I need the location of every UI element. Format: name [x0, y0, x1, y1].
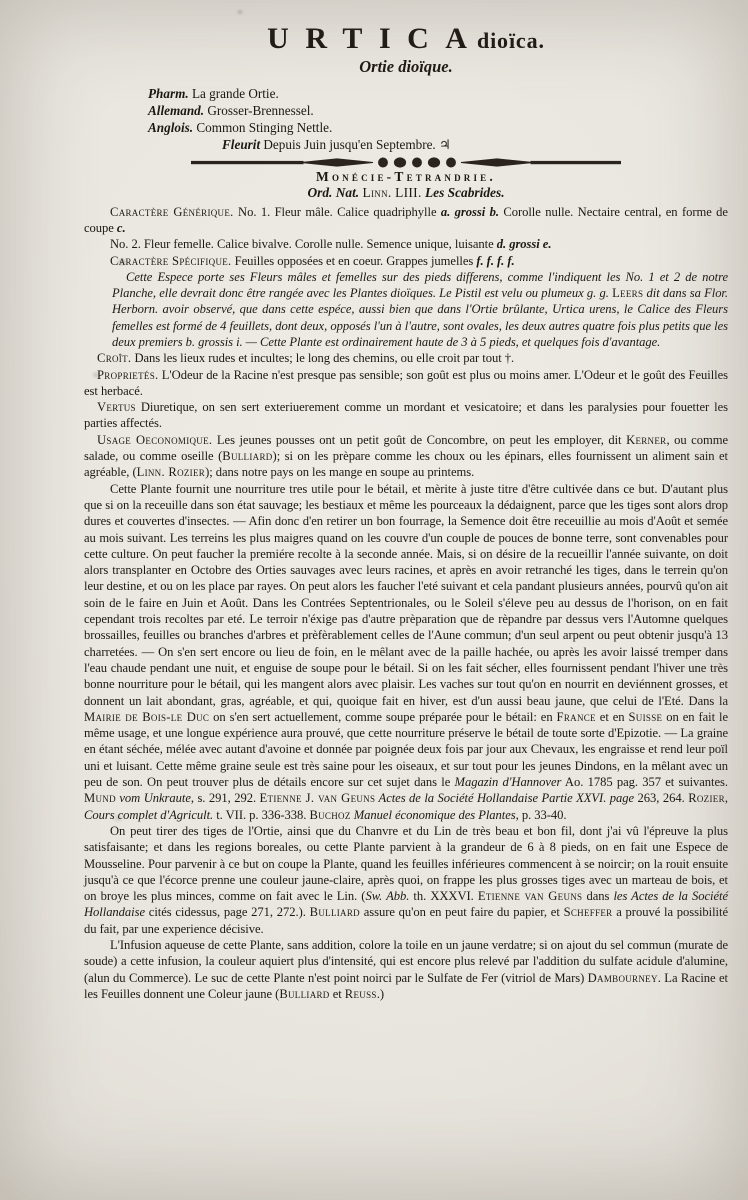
smallcaps-run: France [556, 709, 596, 724]
meta-anglois [148, 119, 728, 136]
smallcaps-run: Etienne J. van Geuns [259, 791, 376, 806]
smallcaps-run: Reuss [344, 986, 377, 1001]
ord-nat-line [84, 185, 728, 201]
text-run: Dans les lieux rudes et incultes; le long des chemins, ou elle croit par tout †. [131, 351, 515, 366]
smallcaps-run: Bulliard [279, 986, 330, 1001]
scabrides-label: Les Scabrides. [424, 184, 505, 200]
styled-run: Sw. Abb. [365, 889, 410, 904]
smallcaps-run: Buchoz [309, 807, 351, 822]
meta-pharm [148, 85, 728, 102]
meta-anglois-text: Common Stinging Nettle. [196, 120, 333, 136]
smallcaps-run: Caractère Générique. [110, 204, 234, 219]
styled-run: a. grossi b. [440, 204, 499, 219]
caractere-generique [84, 204, 728, 237]
styled-run: Actes de la Société Hollandaise Partie XXVI. page [375, 791, 635, 806]
smallcaps-run: Vertus [97, 400, 136, 415]
meta-allemand-label: Allemand. [148, 103, 205, 119]
text-run: Corolle nulle. Nectaire central, en forme de coupe [84, 204, 728, 235]
smallcaps-run: Suisse [628, 709, 663, 724]
text-run: dit dans sa Flor. Herborn. avoir observé, que dans cette espéce, aussi bien que dans l'Ortie brûlante, Urtica urens, le Calice des Fleurs femelles est formé de 4 feuillets, dont deux, opposés l'un à l'autre, sont ovales, les deux autres quatre fois plus petits que les deux premiers b. grossis i. — Cette Plante est ordinairement haute de 3 à 5 pieds, et quelques fois d'avantage. [112, 286, 728, 349]
smallcaps-run: Bulliard [309, 905, 360, 920]
smallcaps-run: Mairie de Bois-le Duc [84, 709, 210, 724]
divider [84, 157, 728, 168]
text-run: assure qu'on en peut faire du papier, et [359, 905, 564, 920]
smallcaps-run: Linn. Rozier [136, 465, 206, 480]
usage-oeconomique [84, 432, 728, 481]
smallcaps-run: Bulliard [222, 449, 273, 464]
text-run: , ou comme salade, ou comme oseille ( [84, 432, 728, 464]
text-run: , [724, 791, 728, 806]
text-run: 263, 264. [634, 791, 689, 806]
page-subtitle: Ortie dioïque. [359, 57, 453, 76]
meta-fleurit-label: Fleurit [222, 137, 261, 153]
text-run: , p. 33-40. [515, 807, 567, 822]
text-run: th. XXXVI. [409, 889, 478, 904]
smallcaps-run: Rozier [688, 791, 725, 806]
styled-run: vom Unkraute [115, 791, 191, 806]
text-run: Cette Espece porte ses Fleurs mâles et femelles sur des pieds differens, comme l'indiquent les No. 1 et 2 de notre Planche, elle devrait donc être rangée avec les Plantes dioïques. Le Pistil est velu ou plumeux g. g. [112, 269, 728, 301]
text-run: cités cidessus, page 271, 272.). [145, 905, 310, 920]
text-run: Diuretique, on sen sert exteriuerement comme un mordant et vesicatoire; et dans les paralysies pour fouetter les parties affectés. [84, 400, 728, 431]
text-run: On peut tirer des tiges de l'Ortie, ainsi que du Chanvre et du Lin de très beau et bon fil, dont j'ai vû l'épreuve la plus satisfaisante; et dans les regions boreales, ou cette Plante parvient à la grandeur de 6 à 8 pieds, on en fait une Espece de Mousseline. Pour parvenir à ce but on coupe la Plante, quand les feuilles inférieures commencent à se noircir; on la rouit ensuite jusqu'à ce que l'écorce prenne une couleur jaune-claire, après quoi, on frappe les plus grosses tiges avec un marteau de bois, et on broye les plus minces, comme on fait avec le Lin. ( [84, 823, 728, 904]
description-italique [112, 269, 728, 350]
smallcaps-run: Usage Oeconomique. [97, 432, 213, 447]
page-title [84, 22, 728, 56]
text-run: a prouvé la possibilité du fait, par une experience décisive. [84, 905, 728, 936]
text-run: dans [582, 889, 614, 904]
styled-run: Manuel économique des Plantes [350, 807, 516, 822]
text-run: et en [595, 709, 629, 724]
body-text [84, 204, 728, 1003]
caractere-specifique [84, 253, 728, 269]
text-run: ); si on les prèpare comme les choux ou les épinars, elles fournissent un aliment sain et agréable, ( [84, 449, 729, 480]
text-run: et [329, 986, 345, 1001]
styled-run: Magazin d'Hannover [454, 775, 562, 790]
printers-rule-ornament-icon [191, 157, 621, 168]
text-run: on s'en sert actuellement, comme soupe préparée pour le bétail: en [209, 709, 557, 724]
text-run: ); dans notre pays on les mange en soupe au printems. [205, 465, 475, 480]
culture-fourrage [84, 481, 728, 823]
styled-run: Cours complet d'Agricult. [84, 807, 214, 822]
text-run: t. VII. p. 336-338. [213, 807, 310, 822]
styled-run: f. f. f. f. [476, 253, 515, 268]
classification-title: Monécie-Tetrandrie. [316, 168, 496, 184]
croit [84, 350, 728, 366]
text-run: Cette Plante fournit une nourriture tres utile pour le bétail, et mèrite à juste titre d'être cultivée dans ce but. D'autant plus que si on la receuille dans son état sauvage; les bestiaux et même les pourceaux la dédaignent, parce que les tiges sont alors drop dures et couvertes d'insectes. — Afin donc d'en retirer un bon fourrage, la Semence doit être receuillie au mois d'Août et semée au mois suivant. Les terreins les plus maigres quand on les couvre d'un couple de pouces de bonne terre, sont convenables pour cette culture. On peut faucher la premiére recolte à la seconde année. Mais, si on désire de la recueillir l'année suivante, on doit alors transplanter en Octobre des Orties sauvages avec leurs racines, et après en avoir retranché les tiges, dans le terrein qu'on leur destine, et ou on les place par rayes. On peut alors les faucher l'eté suivant et cela pandant plusieurs années, pourvû qu'on ait soin de le faire en Juin et Août. Dans les Contrées Septentrionales, ou le Soleil s'éleve peu au dessus de l'horison, on en fait cependant trois recoltes par eté. Le terroir n'éxige pas d'autre prèparation que de rèpandre par dessus vers l'Automne quelques brossailles, feuilles ou branches d'arbres et prèfèrablement celles de l'Aune commun; d'un seul arpent ou peut obtenir jusqu'à 13 charretées. — On s'en sert encore ou lieu de foin, en le mêlant avec de la paille hachée, ou après les avoir laissé tremper dans l'eau chaude pendant une nuit, et enguise de soupe pour le bétail. Si on les fait sécher, elles fournissent pendant l'hiver une très bonne nourriture pour le bétail, qui les mangent alors avec plaisir. Les vaches sur tout qu'on en nourrit en deviénnent grosses, et donnent un lait abondant, gras, agréable, et qui, quoique fait en hiver, est d'un aussi beau jaune, que celui de l'Eté. Dans la [84, 481, 728, 708]
text-run: No. 1. Fleur mâle. Calice quadriphylle [233, 204, 441, 219]
text-run: L'Odeur de la Racine n'est presque pas sensible; son goût est plus ou moins amer. L'Odeur et le goût des Feuilles est herbacé. [84, 367, 728, 398]
linn-ref: Linn. LIII. [362, 184, 422, 200]
text-run: .) [376, 986, 384, 1001]
smallcaps-run: Mund [84, 791, 116, 806]
text-run: Feuilles opposées et en coeur. Grappes jumelles [231, 253, 477, 268]
proprietes [84, 367, 728, 400]
meta-pharm-label: Pharm. [148, 86, 189, 101]
fil-et-mousseline [84, 823, 728, 937]
smallcaps-run: Leers [612, 286, 644, 301]
title-genus: URTICA [267, 22, 484, 55]
text-run: No. 2. Fleur femelle. Calice bivalve. Corolle nulle. Semence unique, luisante [110, 237, 497, 252]
styled-run: c. [116, 220, 126, 235]
smallcaps-run: Proprietés. [97, 367, 159, 382]
fleur-femelle [84, 236, 728, 252]
meta-fleurit-text: Depuis Juin jusqu'en Septembre. ♃ [263, 137, 451, 153]
meta-allemand-text: Grosser-Brennessel. [207, 103, 314, 119]
text-run: , s. 291, 292. [190, 791, 260, 806]
names-block [148, 85, 728, 154]
teinture [84, 937, 728, 1002]
text-run: Ao. 1785 pag. 357 et suivantes. [561, 775, 728, 790]
styled-run: d. grossi e. [496, 237, 552, 252]
smallcaps-run: Kerner [626, 432, 667, 447]
smallcaps-run: Croît. [97, 351, 132, 366]
title-species: dioïca. [476, 28, 545, 53]
meta-fleurit [222, 136, 728, 153]
text-run: L'Infusion aqueuse de cette Plante, sans addition, colore la toile en un jaune verdatre; si on ajout du sel commun (murate de soude) a cette infusion, la couleur aquiert plus d'intensité, qui est encore plus relevé par l'addition du sulfate acidule d'alumine, (alun du Commerce). Le suc de cette Plante n'est point noirci par le Sulfate de Fer (vitriol de Mars) [84, 937, 728, 985]
vertus [84, 399, 728, 432]
smallcaps-run: Etienne van Geuns [477, 889, 583, 904]
meta-allemand [148, 102, 728, 119]
text-run: . La Racine et les Feuilles donnent une Coleur jaune ( [84, 970, 729, 1001]
text-run: Les jeunes pousses ont un petit goût de Concombre, on peut les employer, dit [212, 432, 627, 447]
ord-nat-label: Ord. Nat. [307, 184, 360, 200]
smallcaps-run: Dambourney [587, 970, 658, 985]
smallcaps-run: Scheffer [563, 905, 613, 920]
meta-anglois-label: Anglois. [148, 120, 194, 136]
styled-run: les Actes de la Société Hollandaise [84, 889, 728, 920]
meta-pharm-text: La grande Ortie. [191, 86, 279, 101]
text-run: on en fait le même usage, et une longue expérience aura prouvé, que cette nourriture préserve le bétail de toute sorte d'Epizotie. — La graine en étant séchée, mélée avec autant d'avoine et donnée par poignée deux fois par jour aux Chevaux, les engraisse et rend leur poïl uni et luisant. Cette même graine seule est très saine pour les oiseaux, et sur tout pour les jeunes Dindons, en la mêlant avec un peu de son. On peut trouver plus de détails encore sur cet sujet dans le [84, 709, 728, 790]
smallcaps-run: Caractère Spécifique. [110, 253, 232, 268]
